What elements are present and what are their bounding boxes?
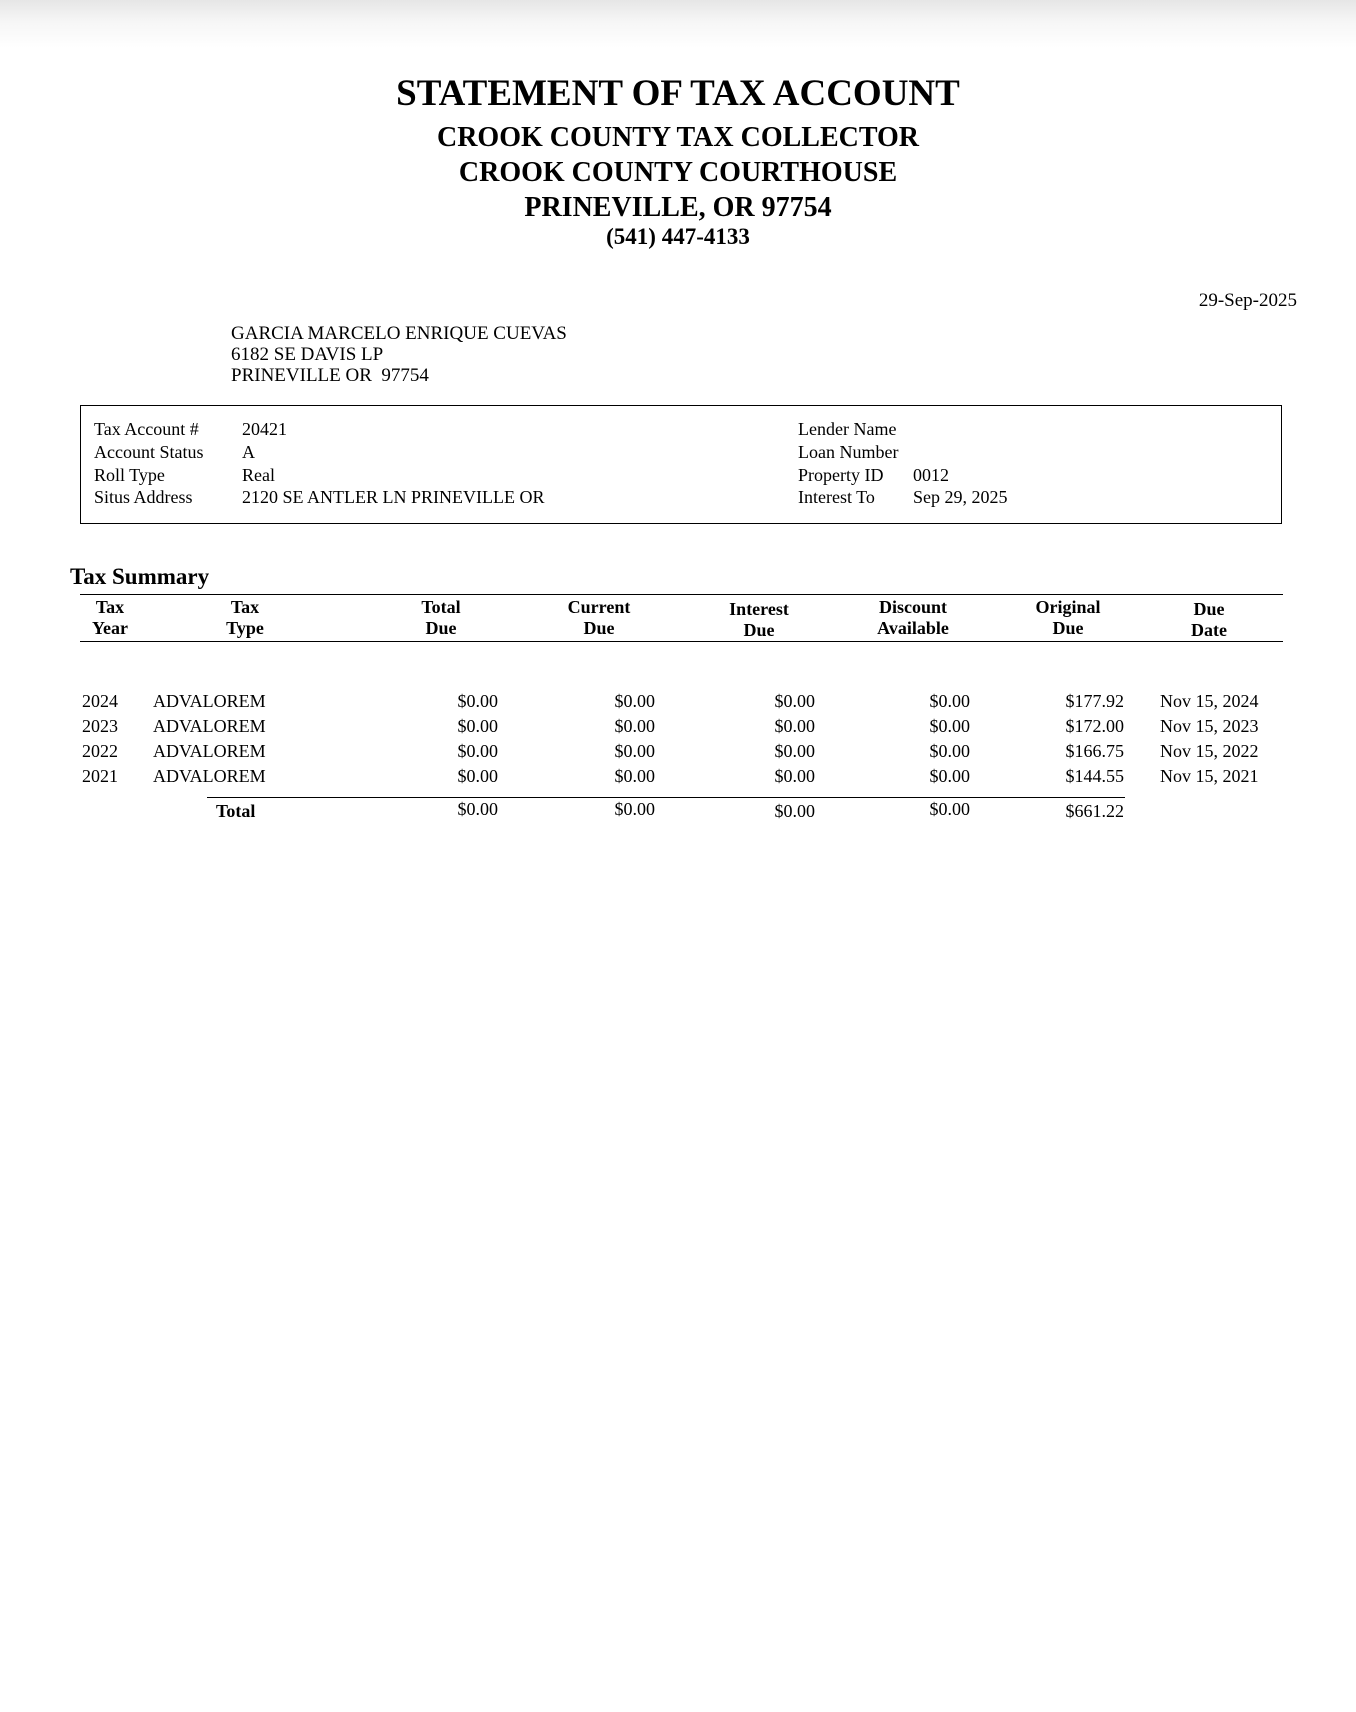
- row-type: ADVALOREM: [153, 766, 266, 786]
- row-discount: $0.00: [929, 716, 970, 736]
- owner-address-block: [231, 323, 567, 386]
- situs-address-value: 2120 SE ANTLER LN PRINEVILLE OR: [242, 487, 545, 507]
- row-original-due: $144.55: [1065, 766, 1124, 786]
- col-header-current-due: Current Due: [567, 597, 631, 638]
- roll-type-label: Roll Type: [94, 465, 165, 485]
- collector-city: PRINEVILLE, OR 97754: [524, 192, 832, 223]
- row-interest-due: $0.00: [774, 716, 815, 736]
- row-original-due: $166.75: [1065, 741, 1124, 761]
- row-due-date: Nov 15, 2021: [1160, 766, 1259, 786]
- row-current-due: $0.00: [614, 766, 655, 786]
- tax-account-label: Tax Account #: [94, 419, 199, 439]
- col-header-discount-available: Discount Available: [877, 597, 949, 638]
- row-interest-due: $0.00: [774, 766, 815, 786]
- row-total-due: $0.00: [457, 691, 498, 711]
- row-interest-due: $0.00: [774, 691, 815, 711]
- interest-to-value: Sep 29, 2025: [913, 487, 1008, 507]
- page-top-shadow: [0, 0, 1356, 48]
- row-due-date: Nov 15, 2022: [1160, 741, 1259, 761]
- row-discount: $0.00: [929, 766, 970, 786]
- row-original-due: $177.92: [1065, 691, 1124, 711]
- row-interest-due: $0.00: [774, 741, 815, 761]
- property-id-value: 0012: [913, 465, 949, 485]
- row-due-date: Nov 15, 2023: [1160, 716, 1259, 736]
- tax-account-value: 20421: [242, 419, 287, 439]
- account-info-box: [80, 405, 1282, 524]
- totals-original-due: $661.22: [1065, 801, 1124, 821]
- row-year: 2022: [82, 741, 118, 761]
- roll-type-value: Real: [242, 465, 275, 485]
- col-header-total-due: Total Due: [421, 597, 461, 638]
- col-header-tax-year: Tax Year: [92, 597, 128, 638]
- totals-label: Total: [216, 801, 256, 821]
- loan-number-label: Loan Number: [798, 442, 899, 462]
- collector-name: CROOK COUNTY TAX COLLECTOR: [436, 122, 920, 153]
- courthouse-name: CROOK COUNTY COURTHOUSE: [458, 157, 898, 188]
- totals-total-due: $0.00: [457, 799, 498, 819]
- row-year: 2023: [82, 716, 118, 736]
- row-type: ADVALOREM: [153, 691, 266, 711]
- interest-to-label: Interest To: [798, 487, 875, 507]
- row-year: 2021: [82, 766, 118, 786]
- col-header-due-date: Due Date: [1191, 599, 1227, 640]
- owner-street: 6182 SE DAVIS LP: [231, 344, 384, 365]
- lender-name-label: Lender Name: [798, 419, 897, 439]
- row-type: ADVALOREM: [153, 716, 266, 736]
- totals-interest-due: $0.00: [774, 801, 815, 821]
- col-header-original-due: Original Due: [1035, 597, 1101, 638]
- row-total-due: $0.00: [457, 766, 498, 786]
- owner-name: GARCIA MARCELO ENRIQUE CUEVAS: [231, 323, 567, 344]
- tax-summary-title: Tax Summary: [70, 564, 210, 589]
- owner-city: PRINEVILLE OR 97754: [231, 365, 429, 386]
- row-type: ADVALOREM: [153, 741, 266, 761]
- row-due-date: Nov 15, 2024: [1160, 691, 1259, 711]
- account-status-value: A: [242, 442, 255, 462]
- totals-rule: [207, 797, 1125, 798]
- row-current-due: $0.00: [614, 716, 655, 736]
- row-current-due: $0.00: [614, 691, 655, 711]
- document-title: STATEMENT OF TAX ACCOUNT: [396, 73, 960, 114]
- col-header-tax-type: Tax Type: [226, 597, 264, 638]
- row-year: 2024: [82, 691, 118, 711]
- row-total-due: $0.00: [457, 741, 498, 761]
- totals-discount: $0.00: [929, 799, 970, 819]
- account-status-label: Account Status: [94, 442, 204, 462]
- property-id-label: Property ID: [798, 465, 884, 485]
- tax-summary-header-rule: [80, 641, 1283, 642]
- row-original-due: $172.00: [1065, 716, 1124, 736]
- row-current-due: $0.00: [614, 741, 655, 761]
- tax-summary-top-rule: [80, 594, 1283, 595]
- totals-current-due: $0.00: [614, 799, 655, 819]
- col-header-interest-due: Interest Due: [729, 599, 789, 640]
- row-discount: $0.00: [929, 741, 970, 761]
- situs-address-label: Situs Address: [94, 487, 193, 507]
- row-discount: $0.00: [929, 691, 970, 711]
- row-total-due: $0.00: [457, 716, 498, 736]
- collector-phone: (541) 447-4133: [606, 224, 750, 249]
- statement-date: 29-Sep-2025: [1198, 290, 1297, 311]
